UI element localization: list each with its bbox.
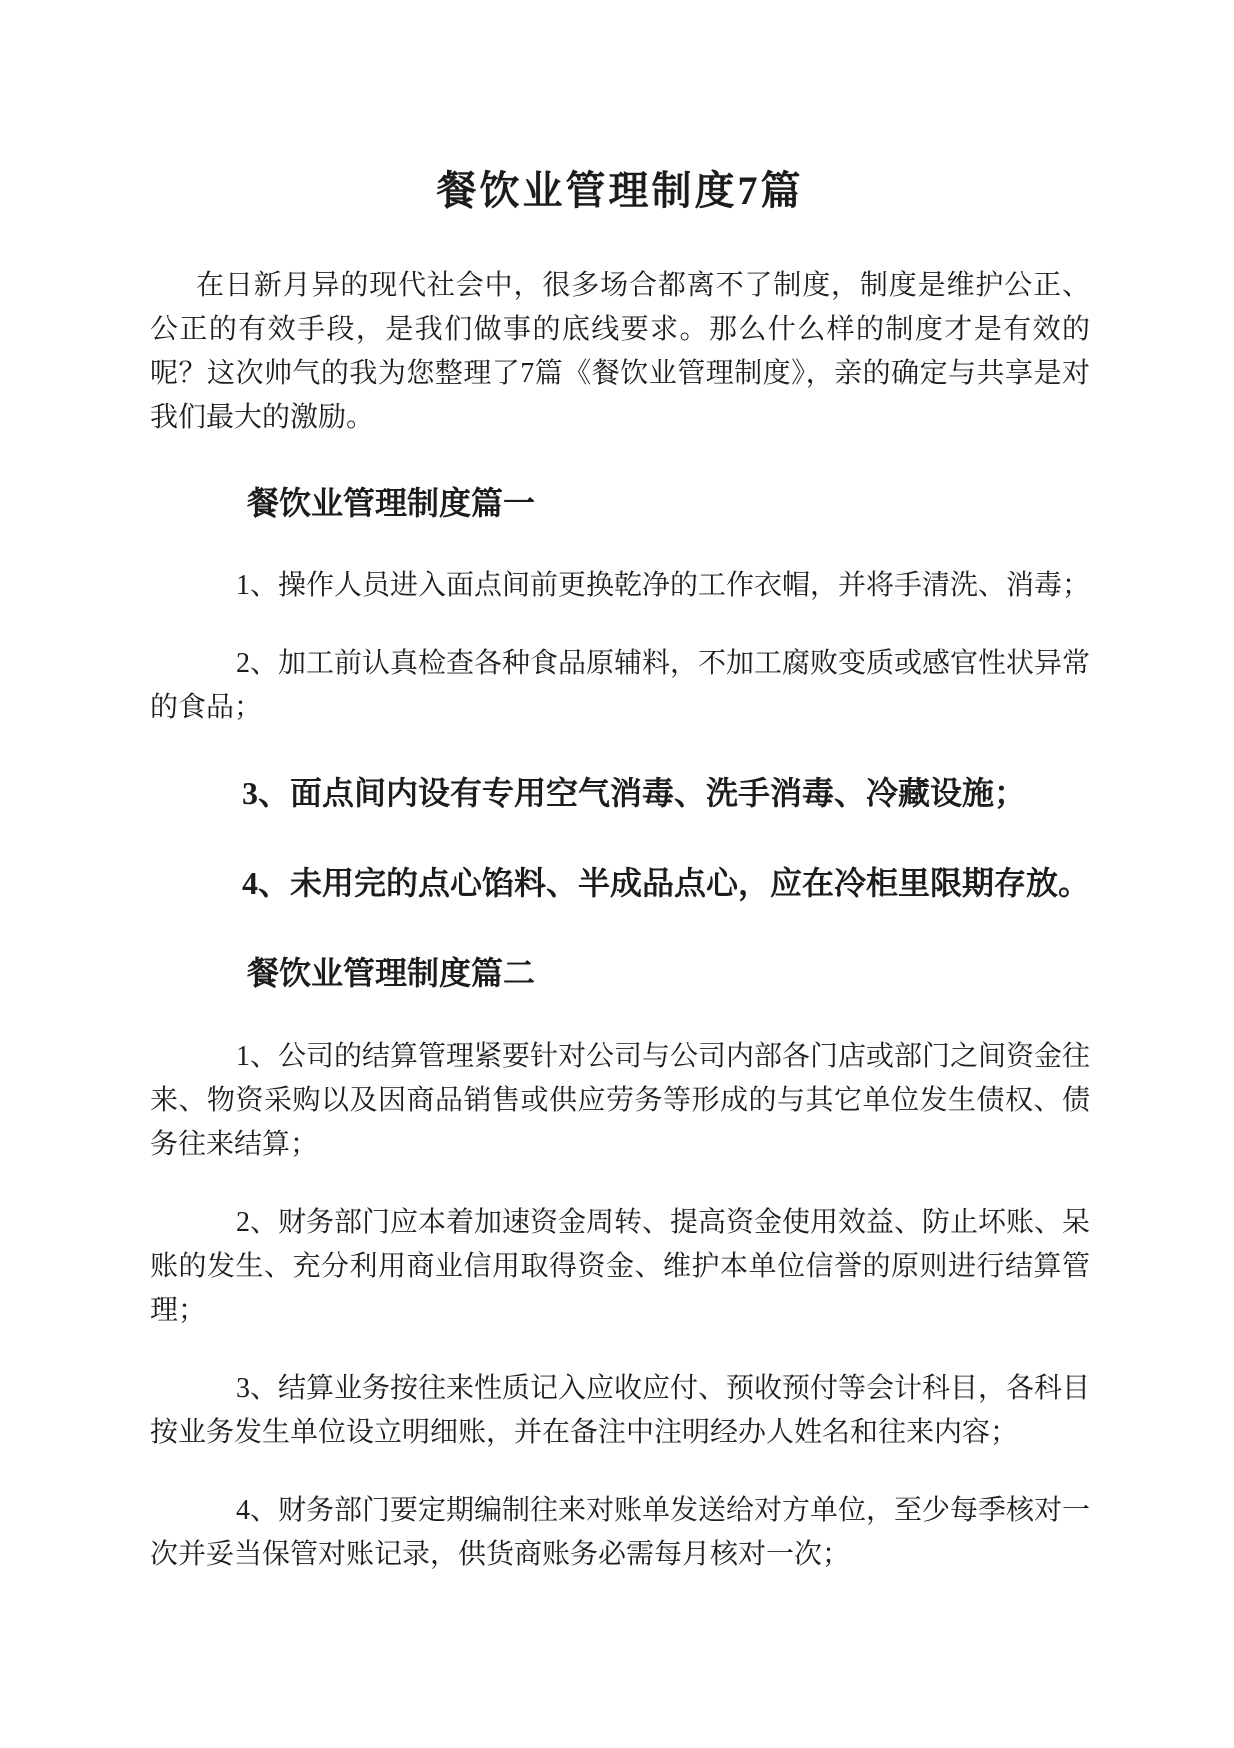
list-paragraph: 1、公司的结算管理紧要针对公司与公司内部各门店或部门之间资金往来、物资采购以及因商品销售或供应劳务等形成的与其它单位发生债权、债务往来结算；	[150, 1040, 1091, 1160]
list-paragraph: 4、未用完的点心馅料、半成品点心，应在冷柜里限期存放。	[242, 865, 1091, 902]
intro-paragraph: 在日新月异的现代社会中，很多场合都离不了制度，制度是维护公正、公正的有效手段，是我们做事的底线要求。那么什么样的制度才是有效的呢？这次帅气的我为您整理了7篇《餐饮业管理制度》，亲的确定与共享是对我们最大的激励。	[150, 270, 1090, 433]
section-heading: 餐饮业管理制度篇一	[247, 485, 536, 521]
section-heading: 餐饮业管理制度篇二	[247, 955, 536, 992]
list-paragraph: 4、财务部门要定期编制往来对账单发送给对方单位，至少每季核对一次并妥当保管对账记录，供货商账务必需每月核对一次；	[150, 1494, 1091, 1570]
list-paragraph: 3、结算业务按往来性质记入应收应付、预收预付等会计科目，各科目按业务发生单位设立明细账，并在备注中注明经办人姓名和往来内容；	[150, 1372, 1091, 1448]
sections-container	[150, 484, 1090, 1577]
list-paragraph: 2、加工前认真检查各种食品原辅料，不加工腐败变质或感官性状异常的食品；	[150, 648, 1091, 724]
list-paragraph: 1、操作人员进入面点间前更换乾净的工作衣帽，并将手清洗、消毒；	[236, 570, 1091, 602]
document-title: 餐饮业管理制度7篇	[436, 168, 804, 213]
list-paragraph: 3、面点间内设有专用空气消毒、洗手消毒、冷藏设施；	[242, 775, 1027, 812]
list-paragraph: 2、财务部门应本着加速资金周转、提高资金使用效益、防止坏账、呆账的发生、充分利用商业信用取得资金、维护本单位信誉的原则进行结算管理；	[150, 1206, 1091, 1326]
